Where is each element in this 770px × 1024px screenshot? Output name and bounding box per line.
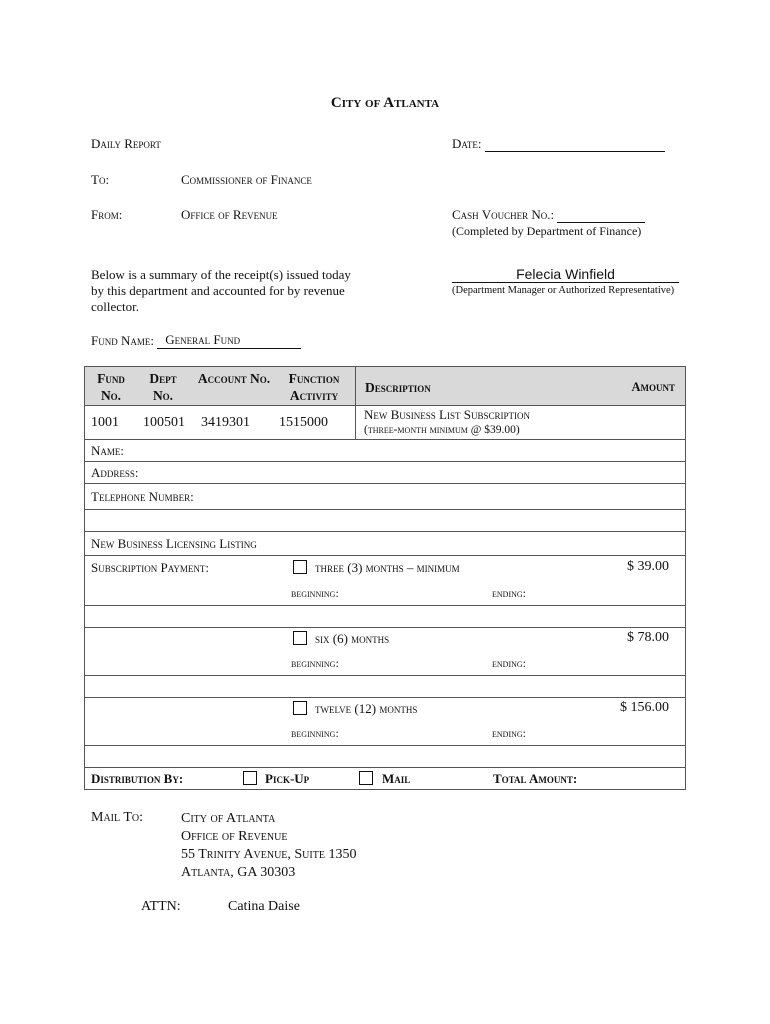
row-divider xyxy=(85,697,685,698)
header-dept: Dept No. xyxy=(149,371,177,403)
description-divider xyxy=(355,367,356,439)
attn-label: ATTN: xyxy=(141,899,181,914)
from-label: From: xyxy=(91,207,123,222)
summary-text: Below is a summary of the receipt(s) issued today by this department and accounted for by revenue collector. xyxy=(91,267,351,314)
cell-function: 1515000 xyxy=(279,415,328,430)
cell-account: 3419301 xyxy=(201,415,250,430)
date-label: Date: xyxy=(452,136,482,151)
address-line: City of Atlanta xyxy=(181,811,276,826)
row-divider xyxy=(85,483,685,484)
cell-description: New Business List Subscription xyxy=(364,407,530,422)
ending-label: ending: xyxy=(492,726,526,740)
report-table xyxy=(84,366,686,790)
mail-checkbox[interactable] xyxy=(359,771,373,785)
row-divider xyxy=(85,605,685,606)
row-divider xyxy=(85,627,685,628)
row-divider xyxy=(85,675,685,676)
option-label: six (6) months xyxy=(315,631,390,646)
listing-label: New Business Licensing Listing xyxy=(91,536,257,551)
daily-report-label: Daily Report xyxy=(91,136,161,151)
cash-voucher-field[interactable] xyxy=(557,208,645,223)
cell-description-note: (three-month minimum @ $39.00) xyxy=(364,424,520,436)
option-price: $ 156.00 xyxy=(620,700,669,715)
option-price: $ 39.00 xyxy=(627,559,669,574)
option-label: twelve (12) months xyxy=(315,701,418,716)
name-label: Name: xyxy=(91,443,124,458)
address-line: 55 Trinity Avenue, Suite 1350 xyxy=(181,847,357,862)
completed-by-note: (Completed by Department of Finance) xyxy=(452,224,642,238)
distribution-label: Distribution By: xyxy=(91,771,184,786)
pickup-checkbox[interactable] xyxy=(243,771,257,785)
option-price: $ 78.00 xyxy=(627,630,669,645)
header-amount: Amount xyxy=(631,380,675,394)
subscription-label: Subscription Payment: xyxy=(91,560,210,575)
beginning-label: beginning: xyxy=(291,726,339,740)
row-divider xyxy=(85,767,685,768)
beginning-label: beginning: xyxy=(291,586,339,600)
total-amount-label: Total Amount: xyxy=(493,771,578,786)
to-label: To: xyxy=(91,172,110,187)
mail-label: Mail xyxy=(382,771,411,786)
fund-name-label: Fund Name: xyxy=(91,333,154,348)
pickup-label: Pick-Up xyxy=(265,771,310,786)
date-row xyxy=(452,136,665,152)
beginning-label: beginning: xyxy=(291,656,339,670)
mail-to-label: Mail To: xyxy=(91,810,144,825)
mail-address xyxy=(181,810,356,882)
row-divider xyxy=(85,531,685,532)
six-months-checkbox[interactable] xyxy=(293,631,307,645)
cash-voucher-label: Cash Voucher No.: xyxy=(452,207,555,222)
telephone-label: Telephone Number: xyxy=(91,489,194,504)
cell-fund: 1001 xyxy=(91,415,119,430)
three-months-checkbox[interactable] xyxy=(293,560,307,574)
header-description: Description xyxy=(365,380,431,395)
fund-name-value: General Fund xyxy=(157,332,301,349)
row-divider xyxy=(85,745,685,746)
address-line: Atlanta, GA 30303 xyxy=(181,865,296,880)
fund-name-row xyxy=(91,332,301,349)
row-divider xyxy=(85,509,685,510)
header-fund: Fund No. xyxy=(97,371,125,403)
row-divider xyxy=(85,555,685,556)
ending-label: ending: xyxy=(492,586,526,600)
option-label: three (3) months – minimum xyxy=(315,560,460,575)
cash-voucher-row xyxy=(452,207,645,223)
page-title: City of Atlanta xyxy=(330,95,440,111)
signer-caption: (Department Manager or Authorized Representative) xyxy=(452,285,675,296)
date-field[interactable] xyxy=(485,137,665,152)
row-divider xyxy=(85,461,685,462)
signer-name: Felecia Winfield xyxy=(452,266,679,283)
row-divider xyxy=(85,439,685,440)
attn-value: Catina Daise xyxy=(228,899,300,914)
header-function: Function Activity xyxy=(288,371,340,403)
ending-label: ending: xyxy=(492,656,526,670)
to-value: Commissioner of Finance xyxy=(181,172,312,187)
cell-dept: 100501 xyxy=(143,415,185,430)
from-value: Office of Revenue xyxy=(181,207,278,222)
twelve-months-checkbox[interactable] xyxy=(293,701,307,715)
address-line: Office of Revenue xyxy=(181,829,288,844)
address-label: Address: xyxy=(91,465,139,480)
header-account: Account No. xyxy=(197,371,271,386)
